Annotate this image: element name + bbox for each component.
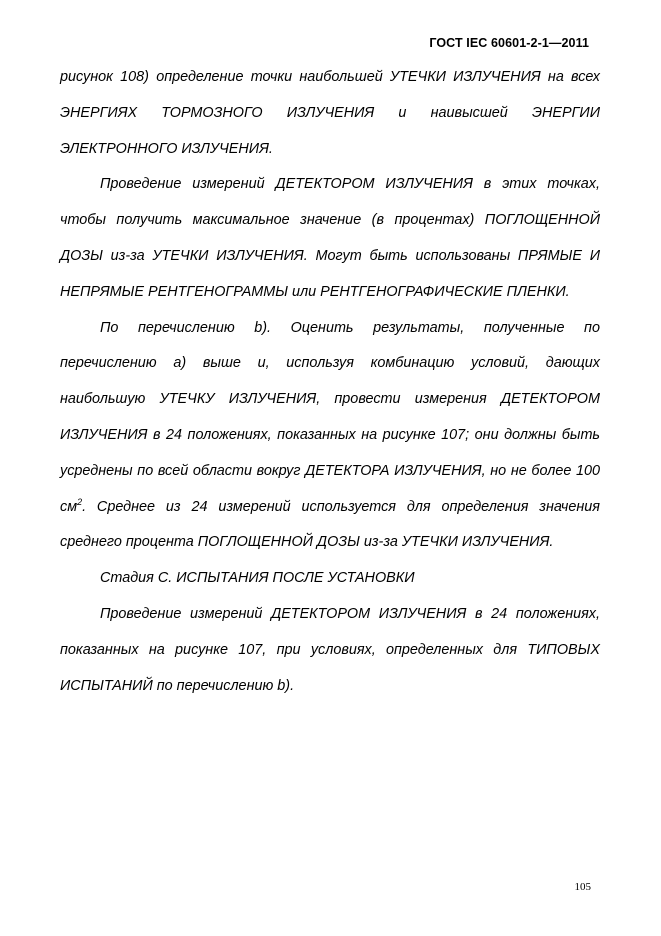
document-header: ГОСТ IEC 60601-2-1—2011	[429, 36, 589, 50]
page-number: 105	[574, 881, 591, 893]
paragraph-installation-tests: Проведение измерений ДЕТЕКТОРОМ ИЗЛУЧЕНИЯ в 24 положениях, показанных на рисунке 107, при условиях, определенных для ТИПОВЫХ ИСПЫТАНИЙ по перечислению b).	[60, 605, 600, 694]
paragraph-measurements: Проведение измерений ДЕТЕКТОРОМ ИЗЛУЧЕНИЯ в этих точках, чтобы получить максимальное значение (в процентах) ПОГЛОЩЕННОЙ ДОЗЫ из-за УТЕЧКИ ИЗЛУЧЕНИЯ. Могут быть использованы ПРЯМЫЕ И НЕПРЯМЫЕ РЕНТГЕНОГРАММЫ или РЕНТГЕНОГРАФИЧЕСКИЕ ПЛЕНКИ.	[60, 176, 600, 300]
paragraph-continuation: рисунок 108) определение точки наибольшей УТЕЧКИ ИЗЛУЧЕНИЯ на всех ЭНЕРГИЯХ ТОРМОЗНОГО ИЗЛУЧЕНИЯ и наивысшей ЭНЕРГИИ ЭЛЕКТРОННОГО ИЗЛУЧЕНИЯ.	[60, 69, 600, 157]
paragraph-evaluation	[60, 311, 600, 562]
superscript-exponent: 2	[77, 496, 83, 507]
document-body	[60, 60, 600, 704]
paragraph-evaluation-text: По перечислению b). Оценить результаты, полученные по перечислению а) выше и, используя комбинацию условий, дающих наибольшую УТЕЧКУ ИЗЛУЧЕНИЯ, провести измерения ДЕТЕКТОРОМ ИЗЛУЧЕНИЯ в 24 положениях, показанных на рисунке 107; они должны быть усреднены по всей области вокруг ДЕТЕКТОРА ИЗЛУЧЕНИЯ, но не более 100 см	[60, 319, 600, 515]
paragraph-evaluation-text-end: . Среднее из 24 измерений используется для определения значения среднего процента ПОГЛОЩЕННОЙ ДОЗЫ из-за УТЕЧКИ ИЗЛУЧЕНИЯ.	[60, 498, 600, 551]
stage-heading: Стадия С. ИСПЫТАНИЯ ПОСЛЕ УСТАНОВКИ	[100, 570, 415, 587]
